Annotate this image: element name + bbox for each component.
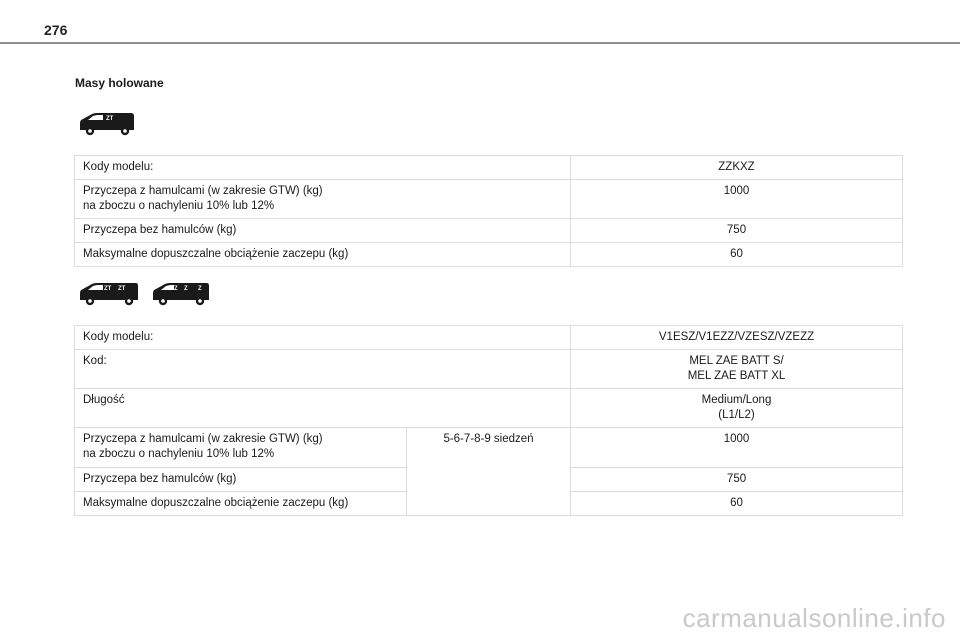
watermark: carmanualsonline.info — [682, 603, 946, 633]
svg-text:Z: Z — [198, 286, 202, 292]
towing-table-1 — [74, 155, 903, 267]
table-row — [75, 389, 903, 428]
row-label: Kod: — [75, 350, 571, 389]
van-icon-long — [149, 280, 211, 306]
row-value: ZZKXZ — [571, 156, 903, 180]
van-icon-label: ZT — [118, 286, 126, 292]
row-value: 750 — [571, 468, 903, 492]
van-icon-label: ZT — [104, 286, 112, 292]
row-label: Długość — [75, 389, 571, 428]
van-icon — [76, 110, 136, 136]
section-title: Masy holowane — [75, 76, 164, 90]
van-icon-label: ZT — [106, 116, 114, 122]
table-row — [75, 180, 903, 219]
row-value: 1000 — [571, 428, 903, 468]
vehicle-icons-group-1 — [76, 110, 136, 136]
svg-text:Z: Z — [174, 286, 178, 292]
row-value: MEL ZAE BATT S/ MEL ZAE BATT XL — [571, 350, 903, 389]
row-label: Przyczepa bez hamulców (kg) — [75, 468, 407, 492]
svg-text:Z: Z — [184, 286, 188, 292]
row-value: 60 — [571, 492, 903, 516]
row-label: Maksymalne dopuszczalne obciążenie zaczepu (kg) — [75, 243, 571, 267]
header-rule — [0, 42, 960, 44]
row-label: Maksymalne dopuszczalne obciążenie zaczepu (kg) — [75, 492, 407, 516]
row-value: 60 — [571, 243, 903, 267]
row-label: Przyczepa bez hamulców (kg) — [75, 219, 571, 243]
page-number: 276 — [44, 22, 68, 38]
row-label: Kody modelu: — [75, 326, 571, 350]
row-value: V1ESZ/V1EZZ/VZESZ/VZEZZ — [571, 326, 903, 350]
row-value: 750 — [571, 219, 903, 243]
row-label: Przyczepa z hamulcami (w zakresie GTW) (kg) na zboczu o nachyleniu 10% lub 12% — [75, 428, 407, 468]
row-label: Przyczepa z hamulcami (w zakresie GTW) (kg) na zboczu o nachyleniu 10% lub 12% — [75, 180, 571, 219]
table-row — [75, 326, 903, 350]
towing-table-2 — [74, 325, 903, 516]
table-row — [75, 219, 903, 243]
table-row — [75, 428, 903, 468]
row-value: 1000 — [571, 180, 903, 219]
seats-cell: 5-6-7-8-9 siedzeń — [407, 428, 571, 516]
row-label: Kody modelu: — [75, 156, 571, 180]
van-icon-medium — [76, 280, 140, 306]
table-row — [75, 350, 903, 389]
table-row — [75, 243, 903, 267]
vehicle-icons-group-2 — [76, 280, 211, 306]
table-row — [75, 156, 903, 180]
row-value: Medium/Long (L1/L2) — [571, 389, 903, 428]
